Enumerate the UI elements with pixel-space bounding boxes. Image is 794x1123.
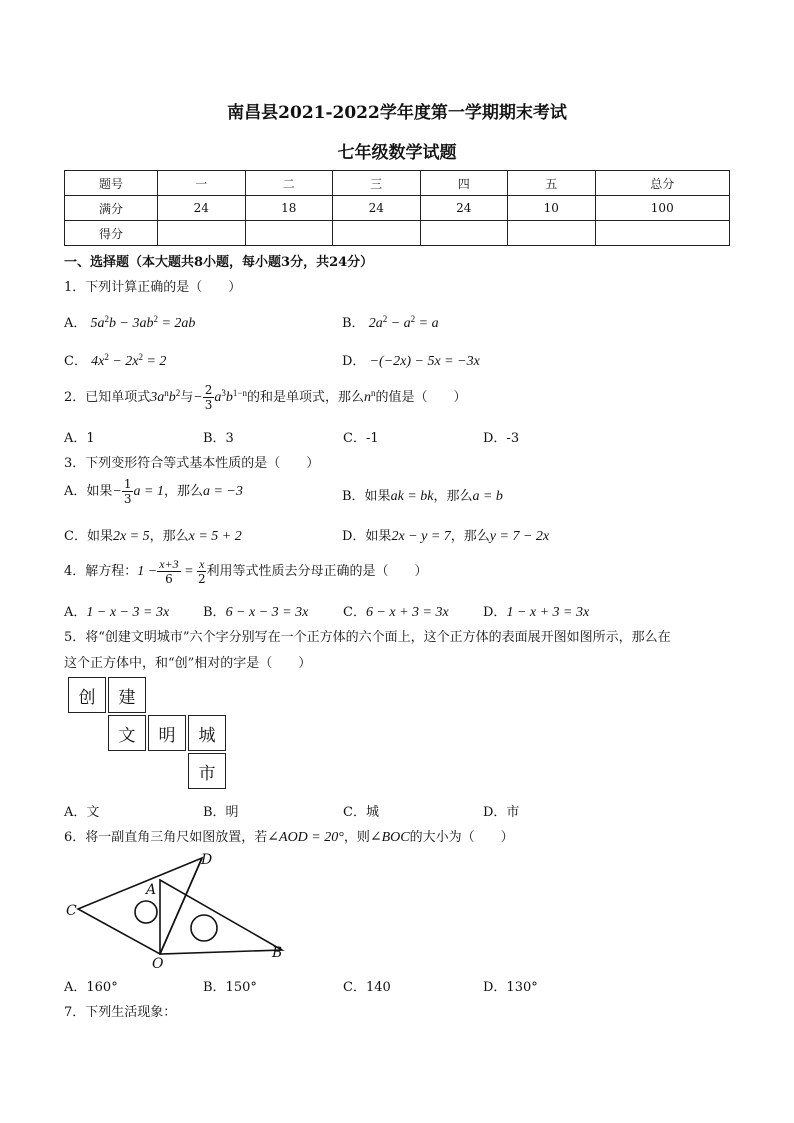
formula: 2x = 5 xyxy=(112,529,150,544)
option-text: A．如果 xyxy=(64,484,113,499)
score-input-cell[interactable] xyxy=(420,221,508,246)
q4-option-d xyxy=(483,601,589,621)
score-input-cell[interactable] xyxy=(595,221,730,246)
stem-text: ，则 xyxy=(343,830,370,845)
ruler-hole-right xyxy=(191,915,217,941)
table-cell: 一 xyxy=(158,171,246,196)
formula: 1 − x + 3 = 3x xyxy=(506,605,590,620)
q3-option-d xyxy=(342,525,549,545)
q5-option-c: C．城 xyxy=(343,805,379,820)
formula: $2a^2 - a^2 = a$ xyxy=(368,314,439,331)
stem-text: 的和是单项式，那么 xyxy=(246,390,364,405)
formula: ∠AOD = 20° xyxy=(267,830,344,845)
formula: − xyxy=(112,484,122,499)
q1-option-b xyxy=(342,312,439,332)
q2-option-c: C．-1 xyxy=(343,431,379,446)
ruler-hole-left xyxy=(135,901,157,923)
q6-option-d: D．130° xyxy=(483,980,538,995)
q3-option-b xyxy=(342,485,503,505)
q2-option-a: A．1 xyxy=(64,431,95,446)
question-1-stem: 1．下列计算正确的是（ ） xyxy=(64,280,242,295)
q3-option-c xyxy=(64,525,242,545)
triangle-rulers-figure xyxy=(60,846,300,971)
triangle-ruler-left xyxy=(78,858,202,954)
option-text: ，那么 xyxy=(433,489,473,504)
stem-text: 的值是（ ） xyxy=(375,390,467,405)
net-cell-1: 创 xyxy=(68,677,106,713)
formula: $4x^2 - 2x^2 = 2$ xyxy=(91,352,167,369)
stem-text: 6．将一副直角三角尺如图放置，若 xyxy=(64,830,268,845)
q1-option-a xyxy=(64,312,195,332)
label-c: C xyxy=(66,903,77,919)
formula: $a^3b^{1-n}$ xyxy=(214,388,247,405)
label-o: O xyxy=(152,956,164,971)
question-5-stem-line2: 这个正方体中，和“创”相对的字是（ ） xyxy=(64,656,312,671)
score-table xyxy=(64,170,730,246)
q5-option-a: A．文 xyxy=(64,805,100,820)
q5-option-b: B．明 xyxy=(203,805,239,820)
option-text: ，那么 xyxy=(163,484,203,499)
formula: 2x − y = 7 xyxy=(391,529,451,544)
q4-option-b xyxy=(203,601,308,621)
score-table-score-row xyxy=(65,221,730,246)
q6-option-b: B．150° xyxy=(203,980,257,995)
question-3-stem: 3．下列变形符合等式基本性质的是（ ） xyxy=(64,456,320,471)
net-cell-2: 建 xyxy=(108,677,146,713)
q2-option-d: D．-3 xyxy=(483,431,520,446)
formula: $5a^2b - 3ab^2 = 2ab$ xyxy=(90,314,196,331)
section-heading: 一、选择题（本大题共8小题，每小题3分，共24分） xyxy=(64,255,374,270)
option-label: A． xyxy=(64,605,87,620)
option-text: D．如果 xyxy=(342,529,392,544)
table-cell: 满分 xyxy=(65,196,158,221)
option-text: ，那么 xyxy=(450,529,490,544)
table-cell: 四 xyxy=(420,171,508,196)
formula: x = 5 + 2 xyxy=(188,529,242,544)
q6-option-a: A．160° xyxy=(64,980,118,995)
formula: −(−2x) − 5x = −3x xyxy=(369,354,480,369)
question-7-stem: 7．下列生活现象： xyxy=(64,1005,177,1020)
stem-text: 的大小为（ ） xyxy=(409,830,514,845)
formula: ∠BOC xyxy=(369,830,410,845)
exam-subtitle: 七年级数学试题 xyxy=(337,143,457,163)
option-label: B． xyxy=(342,316,365,331)
question-2-stem xyxy=(64,384,467,411)
formula: $n^n$ xyxy=(363,388,376,405)
option-label: C． xyxy=(64,354,87,369)
exam-title: 南昌县2021-2022学年度第一学期期末考试 xyxy=(227,103,567,123)
formula: a = b xyxy=(472,489,503,504)
option-label: D． xyxy=(483,605,507,620)
fraction: $\frac{1}{3}$ xyxy=(123,477,132,506)
question-4-stem xyxy=(64,558,427,585)
table-cell: 24 xyxy=(333,196,421,221)
option-label: B． xyxy=(203,605,226,620)
option-label: A． xyxy=(64,316,87,331)
table-cell: 三 xyxy=(333,171,421,196)
formula: a = −3 xyxy=(202,484,243,499)
score-input-cell[interactable] xyxy=(508,221,596,246)
score-table-full-row xyxy=(65,196,730,221)
formula: a = 1 xyxy=(133,484,164,499)
q2-option-b: B．3 xyxy=(203,431,234,446)
formula: y = 7 − 2x xyxy=(489,529,550,544)
fraction: $\frac{2}{3}$ xyxy=(204,383,213,412)
table-cell: 100 xyxy=(595,196,730,221)
formula: ak = bk xyxy=(390,489,434,504)
formula: = xyxy=(180,564,198,579)
table-cell: 24 xyxy=(158,196,246,221)
option-text: ，那么 xyxy=(149,529,189,544)
option-label: D． xyxy=(342,354,366,369)
stem-text: 利用等式性质去分母正确的是（ ） xyxy=(206,564,428,579)
net-cell-4: 明 xyxy=(148,715,186,751)
table-cell: 题号 xyxy=(65,171,158,196)
fraction: $\frac{x}{2}$ xyxy=(197,557,206,586)
stem-text: 4．解方程： xyxy=(64,564,138,579)
label-d: D xyxy=(201,852,213,868)
formula: 6 − x − 3 = 3x xyxy=(225,605,309,620)
option-label: C． xyxy=(343,605,366,620)
table-cell: 24 xyxy=(420,196,508,221)
score-input-cell[interactable] xyxy=(158,221,246,246)
formula: 1 − xyxy=(137,564,158,579)
label-a: A xyxy=(146,882,157,898)
fraction: $\frac{x+3}{6}$ xyxy=(159,557,179,586)
net-cell-6: 市 xyxy=(188,753,226,789)
score-input-cell[interactable] xyxy=(333,221,421,246)
stem-text: 与 xyxy=(180,390,194,405)
label-b: B xyxy=(272,945,283,961)
table-cell: 总分 xyxy=(595,171,730,196)
stem-text: 2．已知单项式 xyxy=(64,390,151,405)
formula: 1 − x − 3 = 3x xyxy=(86,605,170,620)
q3-option-a xyxy=(64,478,243,505)
table-cell: 10 xyxy=(508,196,596,221)
net-cell-5: 城 xyxy=(188,715,226,751)
q1-option-c xyxy=(64,350,166,370)
formula: $3a^nb^2$ xyxy=(150,388,181,405)
q6-option-c: C．140 xyxy=(343,980,391,995)
table-cell: 二 xyxy=(245,171,333,196)
option-text: C．如果 xyxy=(64,529,113,544)
table-cell: 五 xyxy=(508,171,596,196)
q1-option-d xyxy=(342,350,480,370)
net-cell-3: 文 xyxy=(108,715,146,751)
q5-option-d: D．市 xyxy=(483,805,520,820)
formula: 6 − x + 3 = 3x xyxy=(365,605,449,620)
table-cell: 18 xyxy=(245,196,333,221)
question-6-stem xyxy=(64,826,514,846)
option-text: B．如果 xyxy=(342,489,391,504)
question-5-stem-line1: 5．将“创建文明城市”六个字分别写在一个正方体的六个面上，这个正方体的表面展开图如图所示，那么在 xyxy=(64,630,671,645)
table-cell: 得分 xyxy=(65,221,158,246)
score-input-cell[interactable] xyxy=(245,221,333,246)
q4-option-c xyxy=(343,601,449,621)
triangle-ruler-right xyxy=(160,880,282,954)
score-table-header-row xyxy=(65,171,730,196)
q4-option-a xyxy=(64,601,169,621)
formula: − xyxy=(193,390,203,405)
